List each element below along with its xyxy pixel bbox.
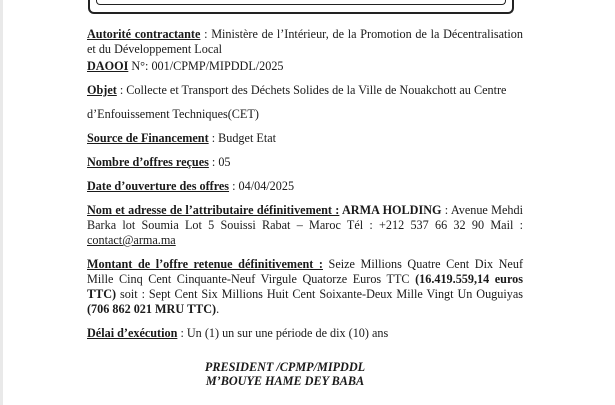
objet-paragraph <box>87 83 523 98</box>
attributaire-label: Nom et adresse de l’attributaire définitivement : <box>87 203 340 217</box>
autorite-label: Autorité contractante <box>87 27 201 41</box>
offres-paragraph <box>87 155 523 170</box>
montant-euros: (16.419.559,14 euros TTC) <box>87 272 523 301</box>
delai-paragraph <box>87 326 523 341</box>
montant-label: Montant de l’offre retenue définitivement : <box>87 257 323 271</box>
offres-value: : 05 <box>208 155 231 169</box>
montant-mru: (706 862 021 MRU TTC) <box>87 302 217 316</box>
objet-line2-paragraph <box>87 107 523 122</box>
attributaire-address: : Avenue Mehdi Barka lot Soumia Lot 5 Souissi Rabat – Maroc Tél : +212 537 66 32 90 Mail : <box>87 203 523 232</box>
scan-edge <box>0 0 3 405</box>
autorite-paragraph <box>87 27 523 57</box>
autorite-value: : Ministère de l’Intérieur, de la Promotion de la Décentralisation et du Développement Local <box>87 27 523 56</box>
montant-soit: soit : Sept Cent Six Millions Huit Cent Soixante-Deux Mille Vingt Un Ouguiyas <box>116 287 523 301</box>
attributaire-name: ARMA HOLDING <box>339 203 442 217</box>
ouverture-label: Date d’ouverture des offres <box>87 179 230 193</box>
objet-label: Objet <box>87 83 117 97</box>
objet-line1: : Collecte et Transport des Déchets Solides de la Ville de Nouakchott au Centre <box>116 83 507 97</box>
montant-paragraph <box>87 257 523 317</box>
ouverture-paragraph <box>87 179 523 194</box>
offres-label: Nombre d’offres reçues <box>87 155 209 169</box>
daooi-paragraph <box>87 59 523 74</box>
document-body <box>87 27 523 388</box>
header-frame <box>88 0 514 14</box>
montant-end: . <box>216 302 220 316</box>
financement-paragraph <box>87 131 523 146</box>
signature-name: M’BOUYE HAME DEY BABA <box>205 374 365 388</box>
montant-words: Seize Millions Quatre Cent Dix Neuf Mille Cinq Cent Cinquante-Neuf Virgule Quatorze Euros TTC <box>87 257 523 286</box>
attributaire-email: contact@arma.ma <box>87 233 176 247</box>
financement-value: : Budget Etat <box>208 131 276 145</box>
delai-value: : Un (1) un sur une période de dix (10) ans <box>177 326 389 340</box>
header-frame-inner <box>96 0 506 5</box>
objet-line2: d’Enfouissement Techniques(CET) <box>87 107 259 121</box>
daooi-value: N°: 001/CPMP/MIPDDL/2025 <box>128 59 284 73</box>
signature-title: PRESIDENT /CPMP/MIPDDL <box>204 360 366 374</box>
financement-label: Source de Financement <box>87 131 209 145</box>
ouverture-value: : 04/04/2025 <box>229 179 295 193</box>
delai-label: Délai d’exécution <box>87 326 178 340</box>
daooi-label: DAOOI <box>87 59 129 73</box>
attributaire-paragraph <box>87 203 523 248</box>
